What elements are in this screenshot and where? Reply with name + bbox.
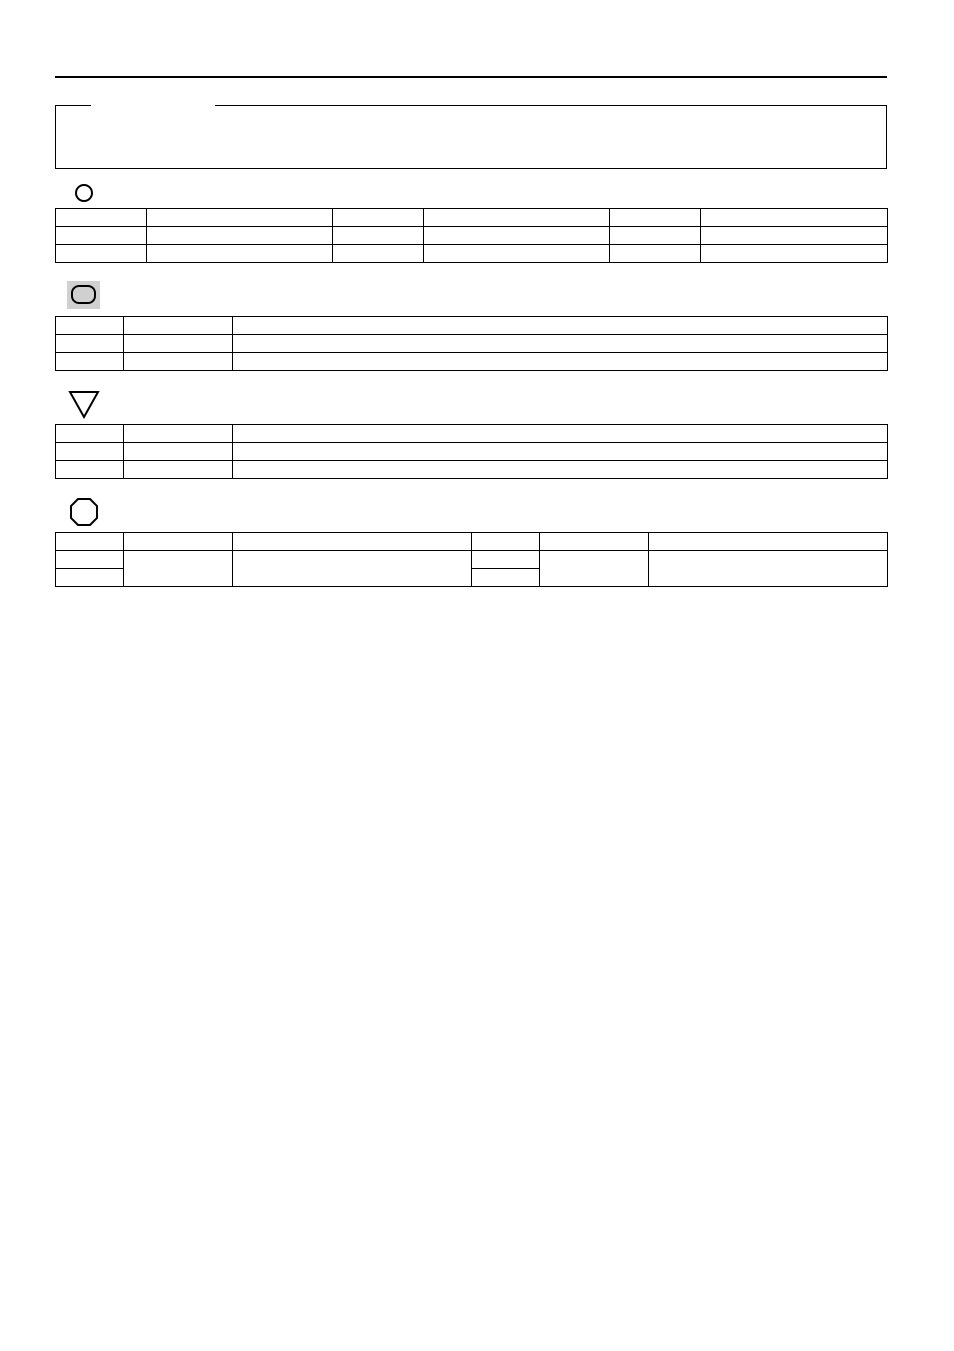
header-rule <box>55 76 887 78</box>
table-cell <box>472 533 540 551</box>
table-cell <box>124 353 233 371</box>
table-cell <box>610 227 701 245</box>
table-cell <box>56 443 124 461</box>
table-cell <box>701 227 888 245</box>
table-cell <box>610 209 701 227</box>
table-cell <box>147 245 333 263</box>
table-cell <box>147 209 333 227</box>
table-cell <box>56 353 124 371</box>
table-cell <box>424 245 610 263</box>
table-row <box>56 335 888 353</box>
table-cell <box>333 209 424 227</box>
table-cell <box>233 461 888 479</box>
table-cell <box>333 245 424 263</box>
table-row <box>56 245 888 263</box>
legend-box <box>55 105 887 169</box>
down-triangle-section-table <box>55 424 888 479</box>
table-cell <box>124 551 233 587</box>
table-cell <box>233 443 888 461</box>
table-cell <box>701 209 888 227</box>
table-cell <box>333 227 424 245</box>
octagon-icon <box>66 497 102 527</box>
table-cell <box>233 425 888 443</box>
table-cell <box>649 551 888 587</box>
table-cell <box>56 569 124 587</box>
table-cell <box>610 245 701 263</box>
table-cell <box>649 533 888 551</box>
table-cell <box>124 461 233 479</box>
table-cell <box>424 227 610 245</box>
table-cell <box>56 227 147 245</box>
table-row <box>56 443 888 461</box>
table-cell <box>56 533 124 551</box>
table-row <box>56 227 888 245</box>
table-cell <box>540 551 649 587</box>
rounded-square-section-table <box>55 316 888 371</box>
rounded-square-icon <box>66 280 102 310</box>
table-cell <box>124 533 233 551</box>
table-cell <box>233 353 888 371</box>
table-cell <box>56 245 147 263</box>
table-cell <box>56 335 124 353</box>
table-row <box>56 425 888 443</box>
table-cell <box>424 209 610 227</box>
table-row <box>56 353 888 371</box>
table-row <box>56 533 888 551</box>
table-row <box>56 317 888 335</box>
circle-icon <box>66 178 102 208</box>
table-row <box>56 461 888 479</box>
table-cell <box>233 551 472 587</box>
table-cell <box>124 317 233 335</box>
octagon-section-table <box>55 532 888 587</box>
down-triangle-icon <box>66 389 102 419</box>
table-cell <box>147 227 333 245</box>
table-cell <box>472 569 540 587</box>
table-cell <box>56 425 124 443</box>
table-cell <box>540 533 649 551</box>
table-cell <box>56 551 124 569</box>
table-row <box>56 551 888 569</box>
table-cell <box>233 317 888 335</box>
table-cell <box>124 425 233 443</box>
table-cell <box>56 209 147 227</box>
circle-section-table <box>55 208 888 263</box>
table-cell <box>56 317 124 335</box>
table-cell <box>701 245 888 263</box>
legend-title-gap <box>91 104 215 108</box>
table-cell <box>233 533 472 551</box>
table-cell <box>124 443 233 461</box>
table-cell <box>472 551 540 569</box>
table-cell <box>124 335 233 353</box>
table-cell <box>56 461 124 479</box>
table-row <box>56 209 888 227</box>
table-cell <box>233 335 888 353</box>
